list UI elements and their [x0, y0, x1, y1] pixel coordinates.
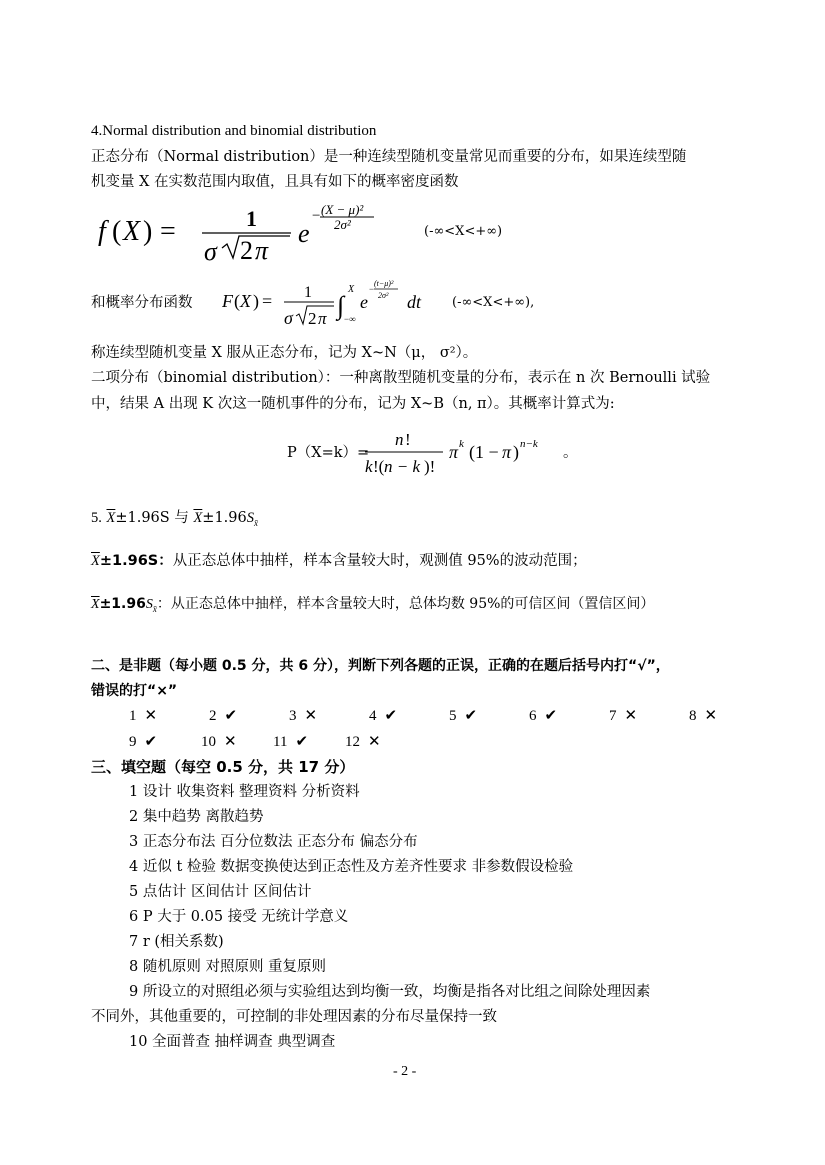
paragraph-line: 中，结果 A 出现 K 次这一随机事件的分布，记为 X~B（n, π）。其概率计算式为: — [91, 396, 615, 412]
check-mark-icon: ✔ — [384, 706, 398, 724]
part-2-heading: 二、是非题（每小题 0.5 分，共 6 分），判断下列各题的正误，正确的在题后括号内打“√”， — [91, 658, 670, 674]
fill-item: 9 所设立的对照组必须与实验组达到均衡一致，均衡是指各对比组之间除处理因素 — [129, 984, 651, 1000]
pdf-range: (-∞<X<+∞) — [424, 224, 503, 239]
binomial-formula — [363, 425, 548, 485]
svg-text:n−k: n−k — [520, 438, 538, 450]
cross-mark-icon: ✕ — [368, 732, 381, 750]
svg-text:σ: σ — [204, 237, 217, 262]
svg-text:(: ( — [112, 216, 122, 247]
answer-number: 5 — [449, 708, 457, 724]
svg-text:π: π — [449, 442, 459, 462]
svg-text:=: = — [160, 216, 176, 247]
svg-text:): ) — [143, 216, 153, 247]
svg-text:2σ²: 2σ² — [378, 291, 389, 300]
svg-text:)!: )! — [424, 457, 436, 476]
definition-line-1 — [91, 551, 587, 571]
svg-text:k: k — [459, 438, 464, 450]
part-3-heading: 三、填空题（每空 0.5 分，共 17 分） — [91, 758, 355, 776]
answer-item — [369, 706, 449, 725]
sx-symbol: $S_{x̄}$ — [246, 510, 258, 528]
answer-item — [449, 706, 529, 725]
answer-number: 9 — [129, 734, 137, 750]
svg-text:(: ( — [234, 291, 240, 311]
pdf-formula — [98, 198, 408, 262]
paragraph-line: 机变量 X 在实数范围内取值，且具有如下的概率密度函数 — [91, 174, 459, 190]
svg-text:e: e — [360, 292, 368, 312]
svg-text:k: k — [365, 457, 373, 476]
answer-item — [289, 706, 369, 725]
svg-text:!: ! — [405, 430, 411, 449]
svg-text:−∞: −∞ — [344, 314, 356, 324]
svg-text:(t−μ)²: (t−μ)² — [374, 279, 394, 288]
svg-text:−: − — [369, 284, 375, 294]
svg-text:2σ²: 2σ² — [334, 217, 351, 232]
fill-item: 10 全面普查 抽样调查 典型调查 — [129, 1034, 336, 1050]
fill-item: 8 随机原则 对照原则 重复原则 — [129, 959, 327, 975]
definition-text: 从正态总体中抽样，样本含量较大时，观测值 95%的波动范围； — [172, 553, 587, 569]
check-mark-icon: ✔ — [224, 706, 238, 724]
cdf-formula — [222, 276, 437, 336]
cross-mark-icon: ✕ — [144, 706, 158, 724]
cross-mark-icon: ✕ — [304, 706, 318, 724]
fill-item: 4 近似 t 检验 数据变换使达到正态性及方差齐性要求 非参数假设检验 — [129, 859, 574, 875]
answer-number: 8 — [689, 708, 697, 724]
answer-number: 10 — [201, 734, 216, 750]
check-mark-icon: ✔ — [295, 732, 309, 750]
svg-text:): ) — [253, 291, 259, 311]
svg-text:e: e — [298, 219, 310, 248]
cdf-range: (-∞<X<+∞), — [452, 295, 535, 310]
answer-item — [201, 732, 273, 751]
check-mark-icon: ✔ — [144, 732, 158, 750]
svg-text:π: π — [502, 442, 512, 462]
check-mark-icon: ✔ — [464, 706, 478, 724]
svg-text:dt: dt — [407, 292, 422, 312]
svg-text:(1 −: (1 − — [469, 442, 499, 462]
answer-item — [209, 706, 289, 725]
sx-symbol: $S_{x̄}$ — [145, 597, 157, 614]
svg-text:!(: !( — [373, 457, 385, 476]
section-4-title: 4.Normal distribution and binomial distribution — [91, 123, 377, 139]
fill-item: 5 点估计 区间估计 区间估计 — [129, 884, 312, 900]
fill-item: 3 正态分布法 百分位数法 正态分布 偏态分布 — [129, 834, 418, 850]
section-5-number: 5. — [91, 510, 102, 526]
svg-text:X: X — [240, 291, 251, 311]
svg-text:n: n — [395, 430, 404, 449]
cross-mark-icon: ✕ — [704, 706, 718, 724]
fill-item: 7 r (相关系数) — [129, 934, 224, 950]
paragraph-line: 称连续型随机变量 X 服从正态分布，记为 X~N（μ， σ²）。 — [91, 345, 478, 361]
definition-label: ±1.96 — [99, 596, 146, 612]
answer-number: 1 — [129, 708, 137, 724]
answer-item — [273, 732, 345, 751]
section-5-title — [91, 508, 258, 533]
part-2-heading-cont: 错误的打“×” — [91, 683, 178, 699]
xbar-symbol: $\overline{X}$ — [91, 553, 100, 569]
svg-text:∫: ∫ — [337, 291, 345, 320]
definition-label: ±1.96S： — [99, 553, 173, 569]
answer-row — [129, 732, 417, 751]
answer-item — [529, 706, 609, 725]
svg-text:): ) — [513, 442, 519, 462]
answer-number: 11 — [273, 734, 288, 750]
cross-mark-icon: ✕ — [224, 732, 237, 750]
svg-text:π: π — [255, 236, 269, 262]
xbar-symbol: $\overline{X}$ — [106, 510, 116, 526]
fill-item: 6 P 大于 0.05 接受 无统计学意义 — [129, 909, 349, 925]
paragraph-line: 正态分布（Normal distribution）是一种连续型随机变量常见而重要的分布，如果连续型随 — [91, 149, 687, 165]
answer-item — [609, 706, 689, 725]
svg-text:1: 1 — [304, 284, 312, 301]
cdf-prefix: 和概率分布函数 — [91, 295, 193, 311]
svg-text:X: X — [123, 216, 141, 247]
svg-text:f: f — [98, 216, 106, 247]
answer-number: 2 — [209, 708, 217, 724]
answer-number: 6 — [529, 708, 537, 724]
answer-number: 12 — [345, 734, 360, 750]
svg-text:X: X — [348, 284, 355, 295]
answer-number: 7 — [609, 708, 617, 724]
svg-text:2: 2 — [308, 309, 317, 328]
svg-text:1: 1 — [246, 206, 257, 231]
paragraph-line: 二项分布（binomial distribution）：一种离散型随机变量的分布，表示在 n 次 Bernoulli 试验 — [91, 370, 711, 386]
svg-text:σ: σ — [284, 308, 293, 328]
xbar-symbol: $\overline{X}$ — [193, 510, 203, 526]
binomial-prefix: P（X=k）= — [287, 445, 370, 461]
cross-mark-icon: ✕ — [624, 706, 638, 724]
binomial-suffix: 。 — [563, 445, 578, 461]
svg-text:F: F — [222, 291, 233, 311]
answer-item — [345, 732, 417, 751]
fill-item: 2 集中趋势 离散趋势 — [129, 809, 264, 825]
definition-line-2 — [91, 594, 654, 619]
answer-number: 3 — [289, 708, 297, 724]
xbar-symbol: $\overline{X}$ — [91, 597, 100, 612]
page-number: - 2 - — [393, 1064, 417, 1079]
section-5-title-part: ±1.96S 与 — [115, 510, 189, 526]
svg-text:=: = — [262, 291, 273, 311]
definition-text: ：从正态总体中抽样，样本含量较大时，总体均数 95%的可信区间（置信区间） — [156, 596, 655, 612]
answer-row — [129, 706, 769, 725]
answer-item — [689, 706, 769, 725]
svg-text:π: π — [318, 309, 327, 328]
svg-text:(X − μ)²: (X − μ)² — [321, 202, 364, 217]
answer-number: 4 — [369, 708, 377, 724]
fill-item-continuation: 不同外，其他重要的，可控制的非处理因素的分布尽量保持一致 — [91, 1009, 497, 1025]
section-5-title-part: ±1.96 — [202, 510, 247, 526]
answer-item — [129, 732, 201, 751]
fill-item: 1 设计 收集资料 整理资料 分析资料 — [129, 784, 360, 800]
check-mark-icon: ✔ — [544, 706, 558, 724]
svg-text:n − k: n − k — [384, 457, 421, 476]
svg-text:−: − — [312, 208, 321, 224]
svg-text:2: 2 — [240, 236, 253, 262]
answer-item — [129, 706, 209, 725]
